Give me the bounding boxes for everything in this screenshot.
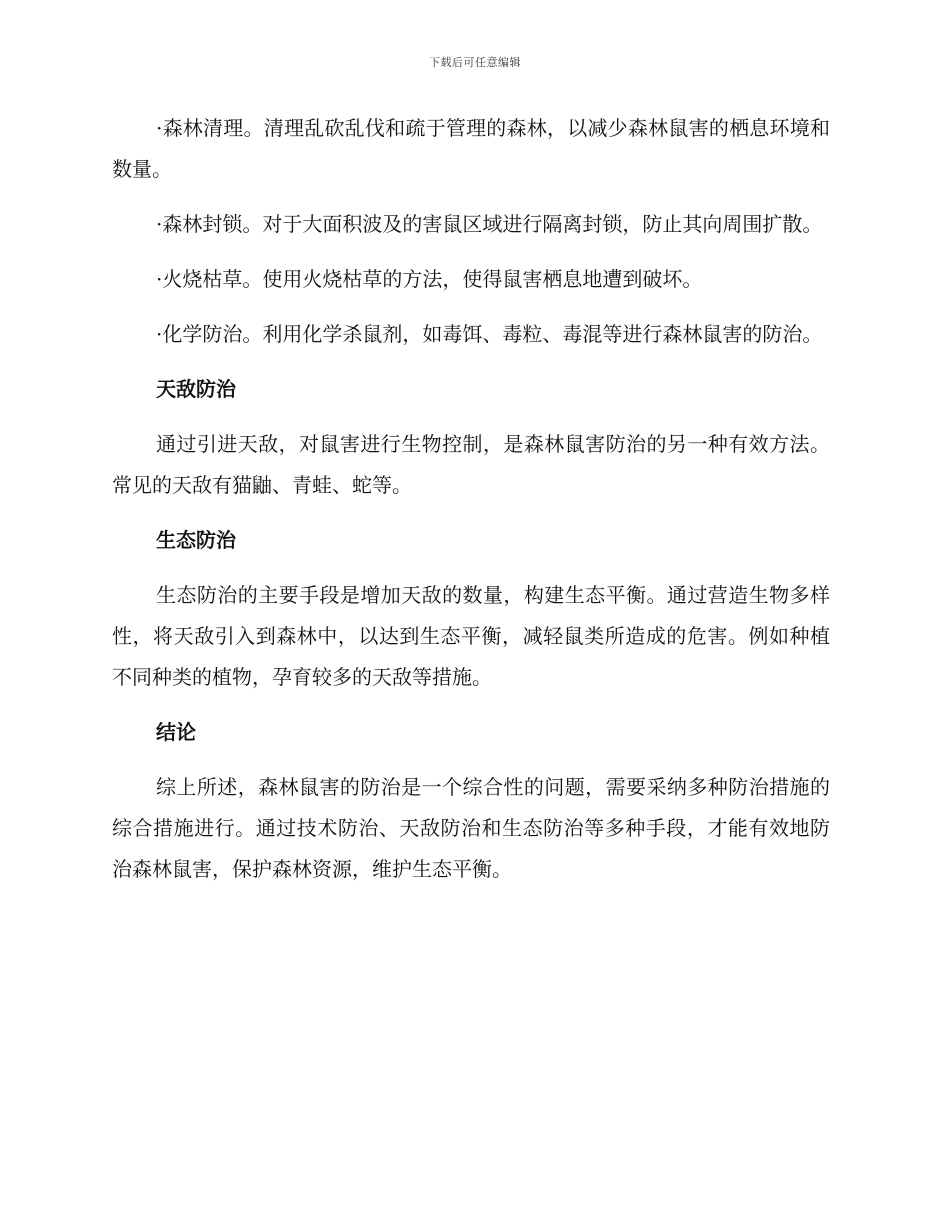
paragraph-forest-clearing: ·森林清理。清理乱砍乱伐和疏于管理的森林，以减少森林鼠害的栖息环境和数量。 [112, 116, 830, 181]
document-body [112, 108, 830, 904]
section-heading-natural-enemy: 天敌防治 [156, 377, 236, 401]
paragraph-burning-grass: ·火烧枯草。使用火烧枯草的方法，使得鼠害栖息地遭到破坏。 [156, 267, 703, 291]
section-heading-conclusion: 结论 [156, 720, 196, 744]
header-note: 下载后可任意编辑 [429, 56, 521, 69]
section-heading-ecological: 生态防治 [156, 528, 236, 552]
paragraph-conclusion: 综上所述，森林鼠害的防治是一个综合性的问题，需要采纳多种防治措施的综合措施进行。通过技术防治、天敌防治和生态防治等多种手段，才能有效地防治森林鼠害，保护森林资源，维护生态平衡。 [112, 775, 830, 881]
paragraph-chemical-control: ·化学防治。利用化学杀鼠剂，如毒饵、毒粒、毒混等进行森林鼠害的防治。 [156, 322, 823, 346]
paragraph-ecological: 生态防治的主要手段是增加天敌的数量，构建生态平衡。通过营造生物多样性，将天敌引入到森林中，以达到生态平衡，减轻鼠类所造成的危害。例如种植不同种类的植物，孕育较多的天敌等措施。 [112, 583, 830, 689]
paragraph-natural-enemy: 通过引进天敌，对鼠害进行生物控制，是森林鼠害防治的另一种有效方法。常见的天敌有猫鼬、青蛙、蛇等。 [112, 432, 830, 497]
paragraph-forest-blockade: ·森林封锁。对于大面积波及的害鼠区域进行隔离封锁，防止其向周围扩散。 [156, 212, 823, 236]
